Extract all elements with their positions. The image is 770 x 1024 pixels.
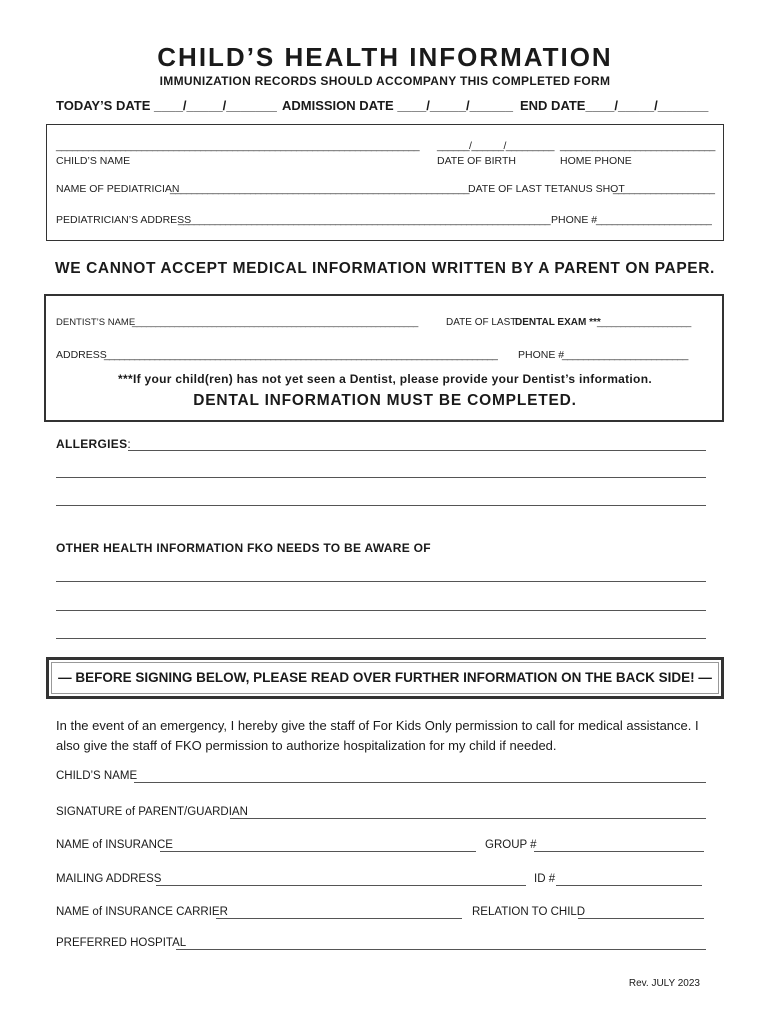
todays-date-field[interactable]: TODAY’S DATE ____/_____/_______ <box>56 98 277 113</box>
other-health-line-1[interactable] <box>56 581 706 582</box>
home-phone-input[interactable]: _____________________________ <box>560 140 715 152</box>
allergies-line-3[interactable] <box>56 505 706 506</box>
sign-childs-name-label: CHILD’S NAME <box>56 770 138 782</box>
relation-input[interactable] <box>578 918 704 919</box>
ped-phone-label: PHONE # <box>551 214 598 226</box>
home-phone-label: HOME PHONE <box>560 155 632 167</box>
tetanus-input[interactable]: ___________________ <box>613 183 715 195</box>
pediatrician-input[interactable]: ________________________________________________________ <box>170 183 470 195</box>
allergies-label-text: ALLERGIES <box>56 437 128 451</box>
tetanus-label: DATE OF LAST TETANUS SHOT <box>468 183 625 195</box>
relation-label: RELATION TO CHILD <box>472 906 586 918</box>
dental-required-notice: DENTAL INFORMATION MUST BE COMPLETED. <box>193 392 577 409</box>
allergies-line-2[interactable] <box>56 477 706 478</box>
insurance-carrier-label: NAME of INSURANCE CARRIER <box>56 906 228 918</box>
dentist-phone-input[interactable]: ________________________ <box>562 349 688 361</box>
dentist-address-input[interactable]: ______________________________________________________________________________ <box>104 349 498 361</box>
revision-date: Rev. JULY 2023 <box>628 978 700 989</box>
dental-exam-label: DENTAL EXAM *** <box>515 317 601 328</box>
other-health-line-2[interactable] <box>56 610 706 611</box>
ped-address-label: PEDIATRICIAN’S ADDRESS <box>56 214 192 226</box>
childs-name-label: CHILD’S NAME <box>56 155 131 167</box>
back-side-warning: — BEFORE SIGNING BELOW, PLEASE READ OVER FURTHER INFORMATION ON THE BACK SIDE! — <box>58 670 712 685</box>
other-health-label: OTHER HEALTH INFORMATION FKO NEEDS TO BE AWARE OF <box>56 541 431 555</box>
consent-paragraph: In the event of an emergency, I hereby give the staff of For Kids Only permission to call for medical assistance. I also give the staff of FKO permission to authorize hospitalization for my child if needed. <box>56 718 699 753</box>
dentist-name-label: DENTIST’S NAME <box>56 317 136 328</box>
dentist-address-label: ADDRESS <box>56 349 107 361</box>
id-input[interactable] <box>556 885 702 886</box>
group-input[interactable] <box>534 851 704 852</box>
pediatrician-label: NAME OF PEDIATRICIAN <box>56 183 180 195</box>
dob-input[interactable]: ______/______/_________ <box>437 140 554 152</box>
mailing-address-input[interactable] <box>156 885 526 886</box>
preferred-hospital-input[interactable] <box>176 949 706 950</box>
sign-childs-name-input[interactable] <box>134 782 706 783</box>
page-subtitle: IMMUNIZATION RECORDS SHOULD ACCOMPANY THIS COMPLETED FORM <box>159 74 611 88</box>
id-label: ID # <box>534 873 556 885</box>
allergies-colon: : <box>127 437 132 451</box>
admission-date-field[interactable]: ADMISSION DATE ____/_____/______ <box>282 98 513 113</box>
dental-exam-input[interactable]: ____________________ <box>597 317 691 328</box>
signature-label: SIGNATURE of PARENT/GUARDIAN <box>56 806 248 818</box>
parent-paper-banner: WE CANNOT ACCEPT MEDICAL INFORMATION WRITTEN BY A PARENT ON PAPER. <box>55 260 715 277</box>
allergies-label <box>56 437 131 451</box>
dentist-phone-label: PHONE # <box>518 349 565 361</box>
other-health-line-3[interactable] <box>56 638 706 639</box>
allergies-line-1[interactable] <box>128 450 706 451</box>
dentist-name-input[interactable]: _____________________________________________________________ <box>132 317 418 328</box>
dentist-note: ***If your child(ren) has not yet seen a Dentist, please provide your Dentist’s information. <box>118 372 652 386</box>
insurance-carrier-input[interactable] <box>216 918 462 919</box>
page-title: CHILD’S HEALTH INFORMATION <box>157 42 613 72</box>
childs-name-input[interactable]: ____________________________________________________________________ <box>56 140 420 152</box>
insurance-name-label: NAME of INSURANCE <box>56 839 173 851</box>
mailing-address-label: MAILING ADDRESS <box>56 873 162 885</box>
signature-input[interactable] <box>230 818 706 819</box>
end-date-field[interactable]: END DATE____/_____/_______ <box>520 98 709 113</box>
date-last-label: DATE OF LAST <box>446 317 517 328</box>
insurance-name-input[interactable] <box>160 851 476 852</box>
group-label: GROUP # <box>485 839 537 851</box>
dob-label: DATE OF BIRTH <box>437 155 516 167</box>
ped-phone-input[interactable]: ______________________ <box>596 214 712 226</box>
preferred-hospital-label: PREFERRED HOSPITAL <box>56 937 187 949</box>
ped-address-input[interactable]: _______________________________________________________________________ <box>178 214 551 226</box>
